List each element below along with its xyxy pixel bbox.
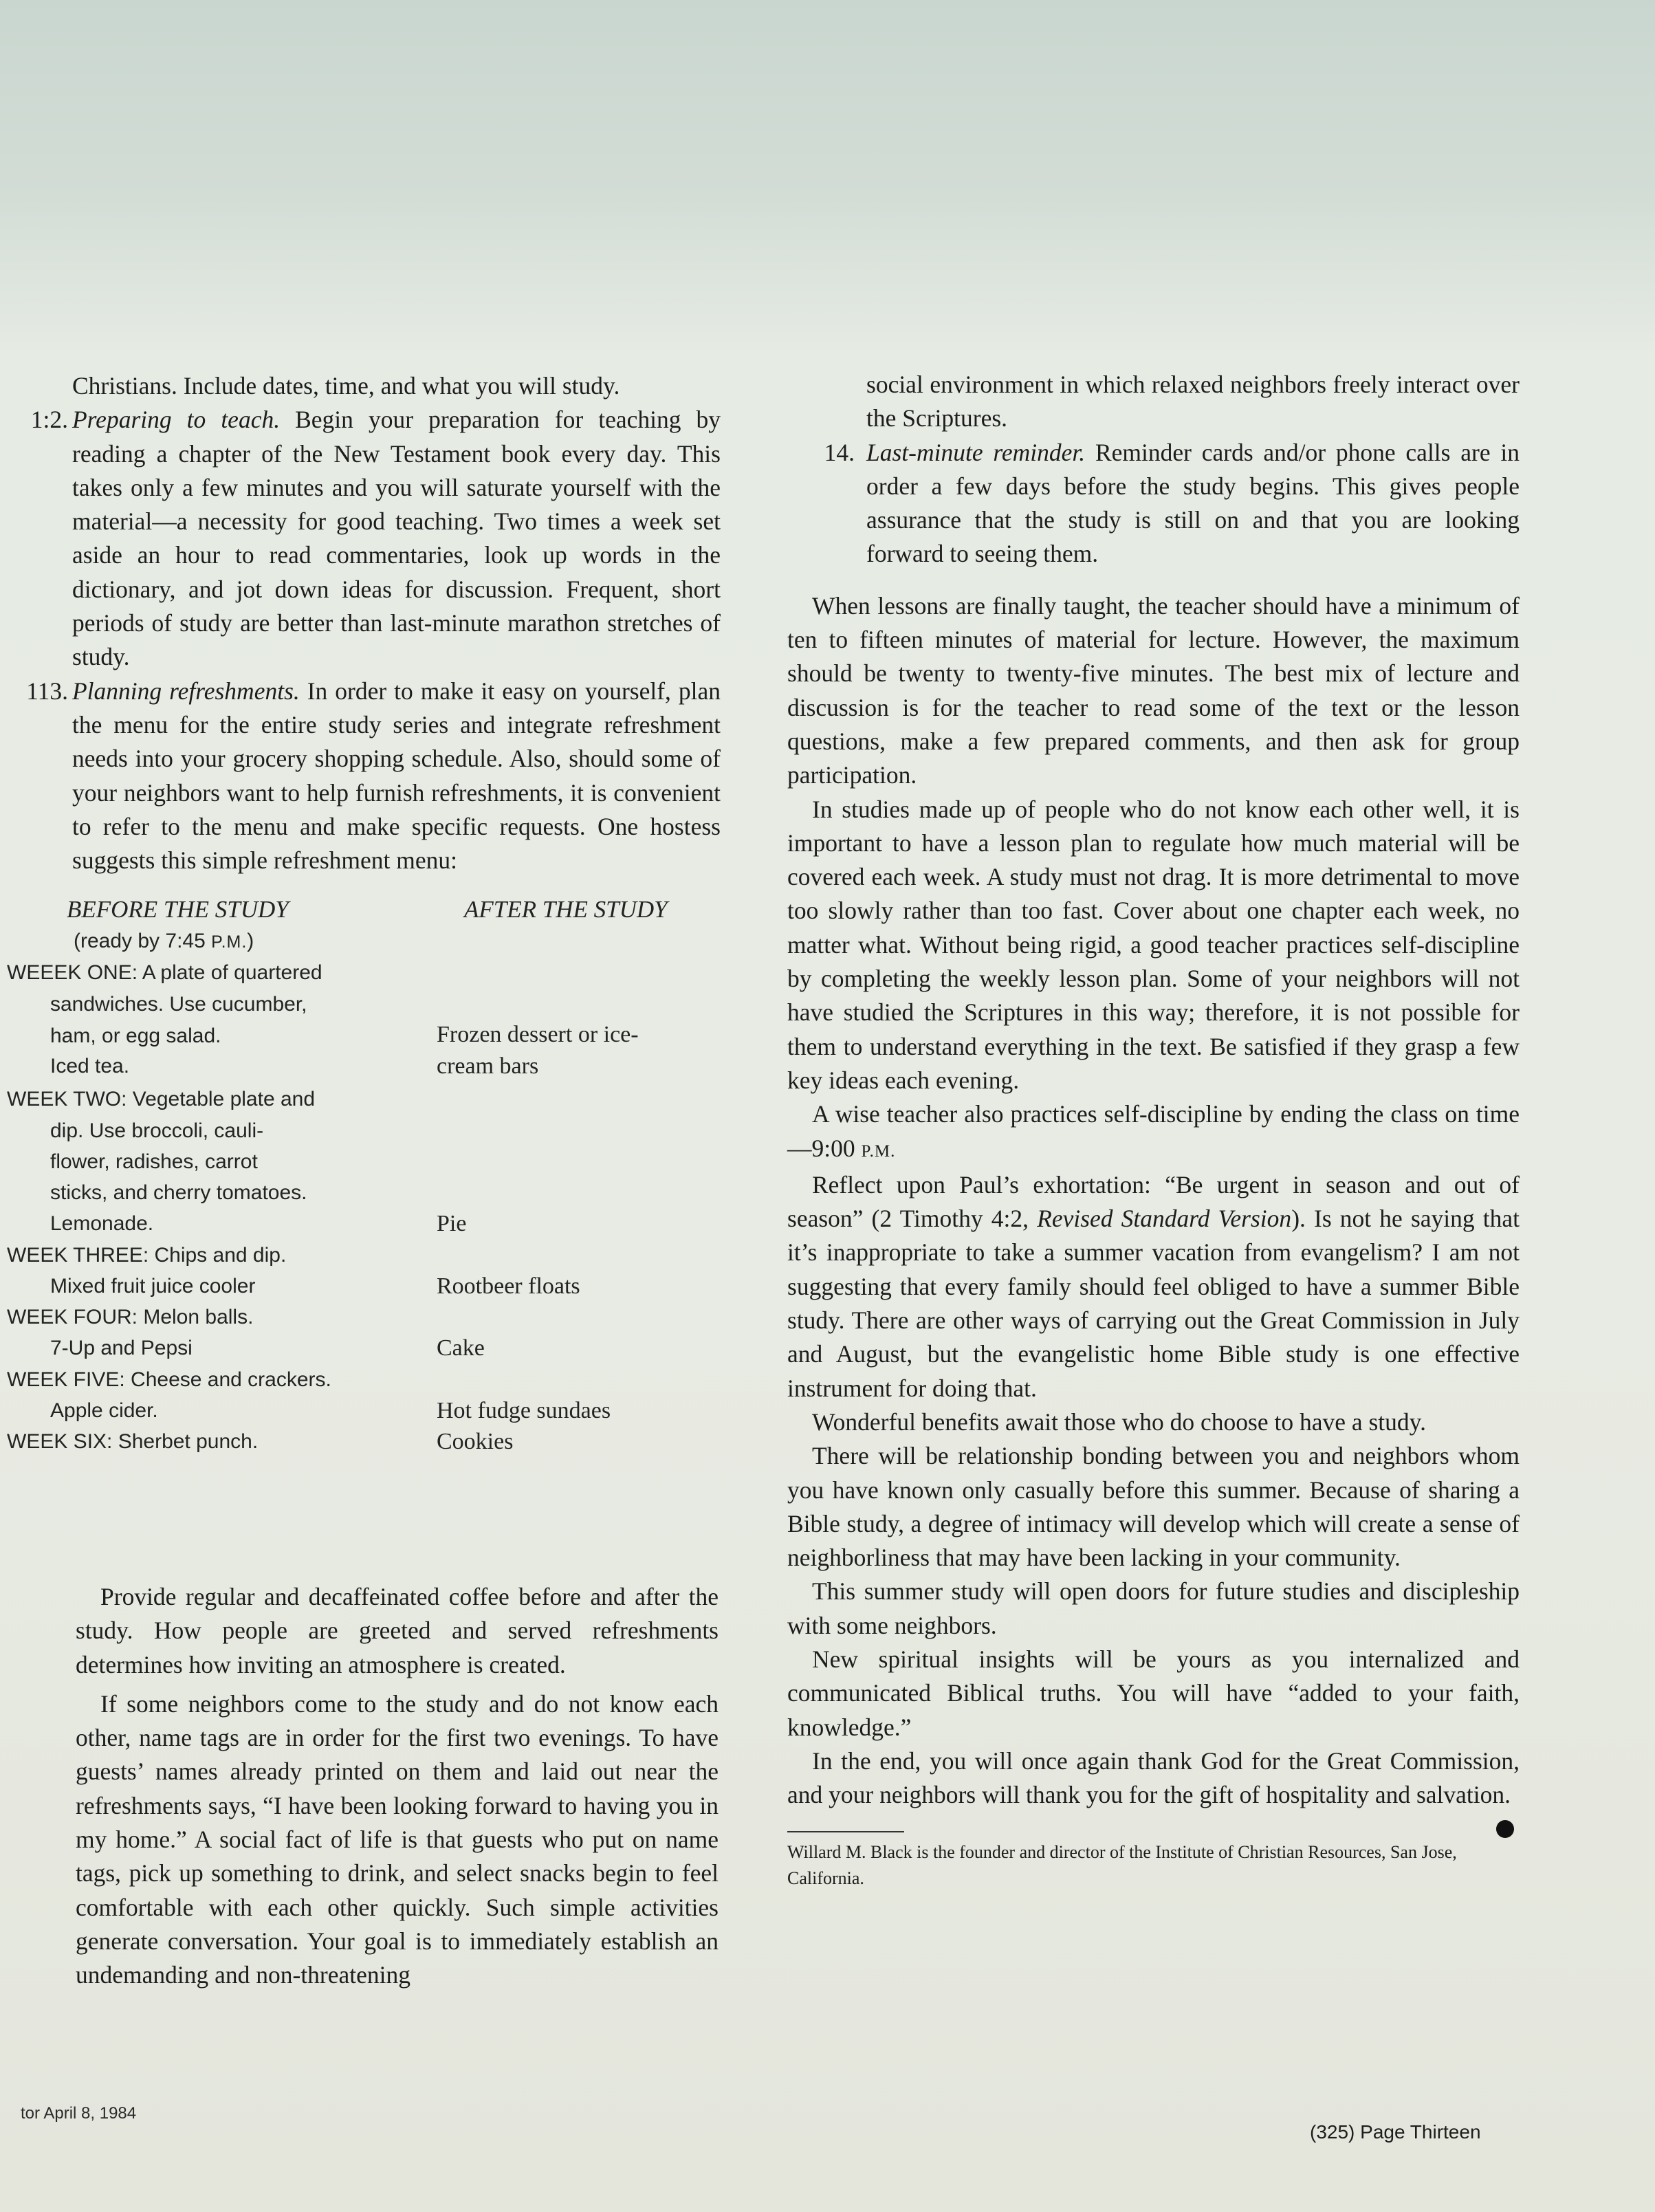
- coffee-paragraph: Provide regular and decaffeinated coffee before and after the study. How people are greeted and served refreshments determines how inviting an atmosphere is created.: [76, 1583, 719, 1678]
- body-paragraph: When lessons are finally taught, the teacher should have a minimum of ten to fifteen minutes of material for lecture. However, the maximum should be twenty to twenty-five minutes. The best mix of lecture and discussion is for the teacher to read some of the text or the lesson questions, make a few prepared comments, and then ask for group participation.: [787, 591, 1520, 789]
- before-header: BEFORE THE STUDY: [67, 896, 289, 923]
- week-two-line: dip. Use broccoli, cauli-: [50, 1119, 264, 1143]
- item-title: Last-minute reminder.: [866, 438, 1086, 466]
- week-four-line: WEEK FOUR: Melon balls.: [7, 1306, 254, 1329]
- item-number: 14.: [824, 438, 855, 466]
- issue-date: tor April 8, 1984: [21, 2104, 137, 2123]
- week-six-line: WEEK SIX: Sherbet punch.: [7, 1430, 259, 1454]
- item-title: Preparing to teach.: [72, 406, 281, 434]
- item-number: 113.: [26, 677, 68, 705]
- closing-paragraph: In the end, you will once again thank God for the Great Commission, and your neighbors will thank you for the gift of hospitality and salvation.: [787, 1744, 1520, 1813]
- week-two-after: Pie: [437, 1211, 467, 1237]
- body-paragraph: There will be relationship bonding between you and neighbors whom you have known only casually before this summer. Because of sharing a Bible study, a degree of intimacy will develop which will create a sense of neighborliness that may have been lacking in your community.: [787, 1442, 1520, 1572]
- week-six-after: Cookies: [437, 1429, 514, 1455]
- week-one-after: cream bars: [437, 1053, 539, 1080]
- body-paragraph: New spiritual insights will be yours as you internalized and communicated Biblical truths. You will have “added to your faith, knowledge.”: [787, 1645, 1520, 1741]
- week-four-line: 7-Up and Pepsi: [50, 1337, 193, 1360]
- bio-divider: [787, 1831, 904, 1832]
- week-three-after: Rootbeer floats: [437, 1273, 580, 1300]
- left-column: [7, 369, 721, 1465]
- right-column: [787, 368, 1520, 1892]
- nametags-paragraph: If some neighbors come to the study and do not know each other, name tags are in order for the first two evenings. To have guests’ names already printed on them and laid out near the refreshments says, “I have been looking forward to having you in my home.” A social fact of life is that guests who put on name tags, pick up something to drink, and select snacks begin to feel comfortable with each other quickly. Such simple activities generate conversation. Your goal is to immediately establish an undemanding and non-threatening: [76, 1689, 719, 1989]
- continued-paragraph: social environment in which relaxed neighbors freely interact over the Scriptures.: [866, 371, 1520, 432]
- week-one-line: WEEEK ONE: A plate of quartered: [7, 961, 322, 985]
- left-column-lower: [76, 1580, 719, 1993]
- week-five-after: Hot fudge sundaes: [437, 1398, 611, 1424]
- body-paragraph: This summer study will open doors for future studies and discipleship with some neighbors.: [787, 1577, 1520, 1639]
- end-mark-icon: [1496, 1820, 1514, 1838]
- body-paragraph: Reflect upon Paul’s exhortation: “Be urgent in season and out of season” (2 Timothy 4:2, Revised Standard Version). Is not he saying that it’s inappropriate to take a summer vacation from evangelism? I am not suggesting that every family should feel obliged to have a summer Bible study. There are other ways of carrying out the Great Commission in July and August, but the evangelistic home Bible study is one effective instrument for doing that.: [787, 1170, 1520, 1402]
- week-one-line: sandwiches. Use cucumber,: [50, 993, 307, 1016]
- item-title: Planning refreshments.: [72, 677, 300, 705]
- week-four-after: Cake: [437, 1335, 485, 1361]
- list-item-14: [787, 436, 1520, 571]
- item-text: In order to make it easy on yourself, plan the menu for the entire study series and integrate refreshment needs into your grocery shopping schedule. Also, should some of your neighbors want to help furnish refreshments, it is convenient to refer to the menu and make specific requests. One hostess suggests this simple refreshment menu:: [72, 677, 721, 875]
- item-text: Begin your preparation for teaching by reading a chapter of the New Testament book every day. This takes only a few minutes and you will saturate yourself with the material—a necessity for good teaching. Two times a week set aside an hour to read commentaries, look up words in the dictionary, and jot down ideas for discussion. Frequent, short periods of study are better than last-minute marathon stretches of study.: [72, 406, 721, 671]
- week-five-line: WEEK FIVE: Cheese and crackers.: [7, 1368, 331, 1392]
- list-item-13: [26, 675, 721, 878]
- week-two-line: Lemonade.: [50, 1212, 154, 1236]
- body-paragraph: In studies made up of people who do not know each other well, it is important to have a lesson plan to regulate how much material will be covered each week. A study must not drag. It is more detrimental to move too slowly rather than too fast. Cover about one chapter each week, no matter what. Without being rigid, a good teacher practices self-discipline by completing the weekly lesson plan. Some of your neighbors will not have studied the Scriptures in this way; therefore, it is not possible for them to understand everything in the text. Be satisfied if they grasp a few key ideas each evening.: [787, 795, 1520, 1094]
- item-number: 1:2.: [30, 406, 68, 434]
- after-header: AFTER THE STUDY: [464, 896, 668, 923]
- week-three-line: WEEK THREE: Chips and dip.: [7, 1244, 287, 1267]
- item-text: Reminder cards and/or phone calls are in order a few days before the study begins. This gives people assurance that the study is still on and that you are looking forward to seeing them.: [866, 438, 1520, 568]
- week-one-line: ham, or egg salad.: [50, 1025, 221, 1048]
- intro-paragraph: Christians. Include dates, time, and what you will study.: [72, 372, 620, 399]
- week-two-line: flower, radishes, carrot: [50, 1150, 258, 1174]
- refreshment-menu: [7, 894, 721, 1465]
- body-paragraph: Wonderful benefits await those who do choose to have a study.: [812, 1408, 1426, 1436]
- week-two-line: WEEK TWO: Vegetable plate and: [7, 1088, 316, 1111]
- ready-by: (ready by 7:45 P.M.): [74, 930, 254, 953]
- week-two-line: sticks, and cherry tomatoes.: [50, 1181, 307, 1205]
- week-five-line: Apple cider.: [50, 1399, 158, 1423]
- list-item-12: [30, 403, 721, 674]
- week-one-line: Iced tea.: [50, 1055, 130, 1078]
- author-bio: Willard M. Black is the founder and director of the Institute of Christian Resources, San Jose, California.: [787, 1842, 1457, 1889]
- body-paragraph: A wise teacher also practices self-discipline by ending the class on time—9:00 P.M.: [787, 1100, 1520, 1162]
- week-three-line: Mixed fruit juice cooler: [50, 1275, 256, 1298]
- page-number: (325) Page Thirteen: [1310, 2121, 1481, 2143]
- week-one-after: Frozen dessert or ice-: [437, 1022, 639, 1048]
